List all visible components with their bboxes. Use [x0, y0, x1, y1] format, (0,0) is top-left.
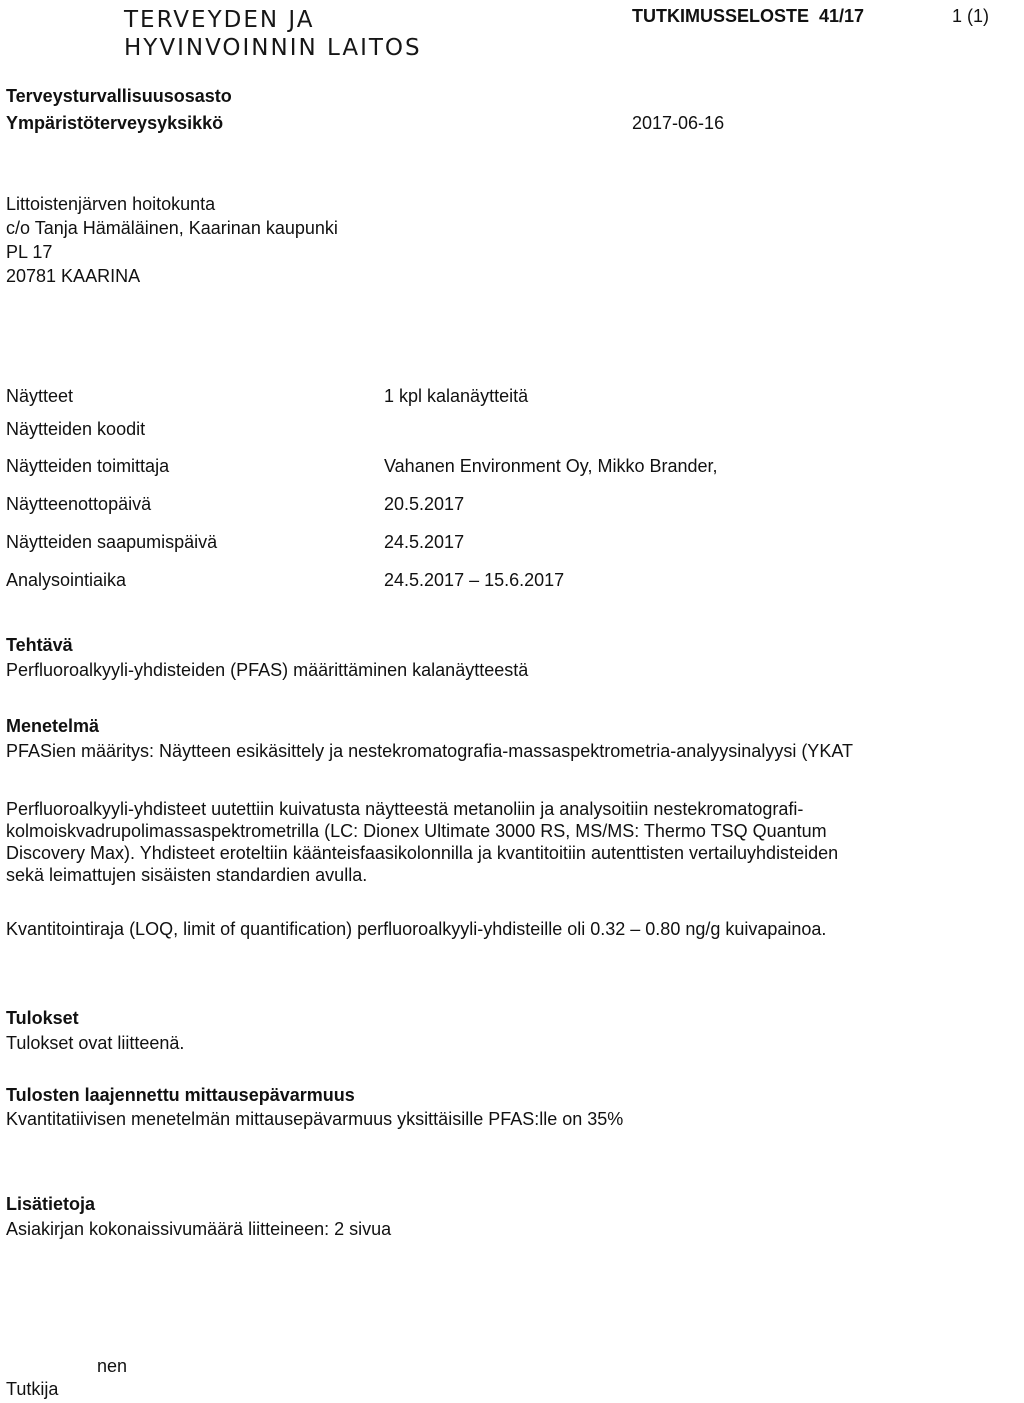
signature-title: Tutkija: [6, 1379, 59, 1399]
department-name: Terveysturvallisuusosasto: [6, 86, 232, 106]
method-paragraph-line: Discovery Max). Yhdisteet eroteltiin käänteisfaasikolonnilla ja kvantitoitiin autenttisten vertailuyhdisteiden: [6, 843, 839, 863]
recipient-line: c/o Tanja Hämäläinen, Kaarinan kaupunki: [6, 218, 338, 238]
loq-text: Kvantitointiraja (LOQ, limit of quantification) perfluoroalkyyli-yhdisteille oli 0.32 – 0.80 ng/g kuivapainoa.: [6, 919, 827, 939]
sample-info-label: Näytteiden koodit: [6, 419, 146, 439]
method-paragraph-line: Perfluoroalkyyli-yhdisteet uutettiin kuivatusta näytteestä metanoliin ja analysoitiin nestekromatografi-: [6, 799, 804, 819]
sample-info-label: Analysointiaika: [6, 570, 127, 590]
report-title: TUTKIMUSSELOSTE 41/17: [632, 6, 865, 26]
unit-name: Ympäristöterveysyksikkö: [6, 113, 224, 133]
method-paragraph-line: kolmoiskvadrupolimassaspektrometrilla (LC: Dionex Ultimate 3000 RS, MS/MS: Thermo TSQ Quantum: [6, 821, 827, 841]
organization-name: [124, 6, 422, 62]
report-date: 2017-06-16: [632, 113, 725, 133]
results-heading: Tulokset: [6, 1008, 79, 1028]
additional-info-heading: Lisätietoja: [6, 1194, 96, 1214]
task-text: Perfluoroalkyyli-yhdisteiden (PFAS) määrittäminen kalanäytteestä: [6, 660, 529, 680]
additional-info-text: Asiakirjan kokonaissivumäärä liitteineen: 2 sivua: [6, 1219, 392, 1239]
sample-info-value: 20.5.2017: [384, 494, 465, 514]
signature-name: nen: [97, 1356, 128, 1376]
uncertainty-heading: Tulosten laajennettu mittausepävarmuus: [6, 1085, 355, 1105]
sample-info-label: Näytteenottopäivä: [6, 494, 152, 514]
sample-info-label: Näytteiden toimittaja: [6, 456, 170, 476]
recipient-address: [6, 192, 338, 288]
recipient-line: Littoistenjärven hoitokunta: [6, 194, 216, 214]
task-heading: Tehtävä: [6, 635, 73, 655]
uncertainty-text: Kvantitatiivisen menetelmän mittausepävarmuus yksittäisille PFAS:lle on 35%: [6, 1109, 624, 1129]
sample-info-label: Näytteet: [6, 386, 74, 406]
method-paragraph: [6, 798, 838, 886]
results-text: Tulokset ovat liitteenä.: [6, 1033, 185, 1053]
organization-name-line1: TERVEYDEN JA: [124, 7, 315, 33]
method-heading: Menetelmä: [6, 716, 100, 736]
sample-info-value: 1 kpl kalanäytteitä: [384, 386, 529, 406]
sample-info-value: Vahanen Environment Oy, Mikko Brander,: [384, 456, 718, 476]
method-paragraph-line: sekä leimattujen sisäisten standardien avulla.: [6, 865, 368, 885]
recipient-line: PL 17: [6, 242, 53, 262]
page-count: 1 (1): [952, 6, 990, 26]
sample-info-value: 24.5.2017: [384, 532, 465, 552]
method-line: PFASien määritys: Näytteen esikäsittely ja nestekromatografia-massaspektrometria-analyysinalyysi (YKAT: [6, 741, 853, 761]
sample-info-label: Näytteiden saapumispäivä: [6, 532, 218, 552]
organization-name-line2: HYVINVOINNIN LAITOS: [124, 35, 422, 61]
recipient-line: 20781 KAARINA: [6, 266, 141, 286]
sample-info-value: 24.5.2017 – 15.6.2017: [384, 570, 565, 590]
